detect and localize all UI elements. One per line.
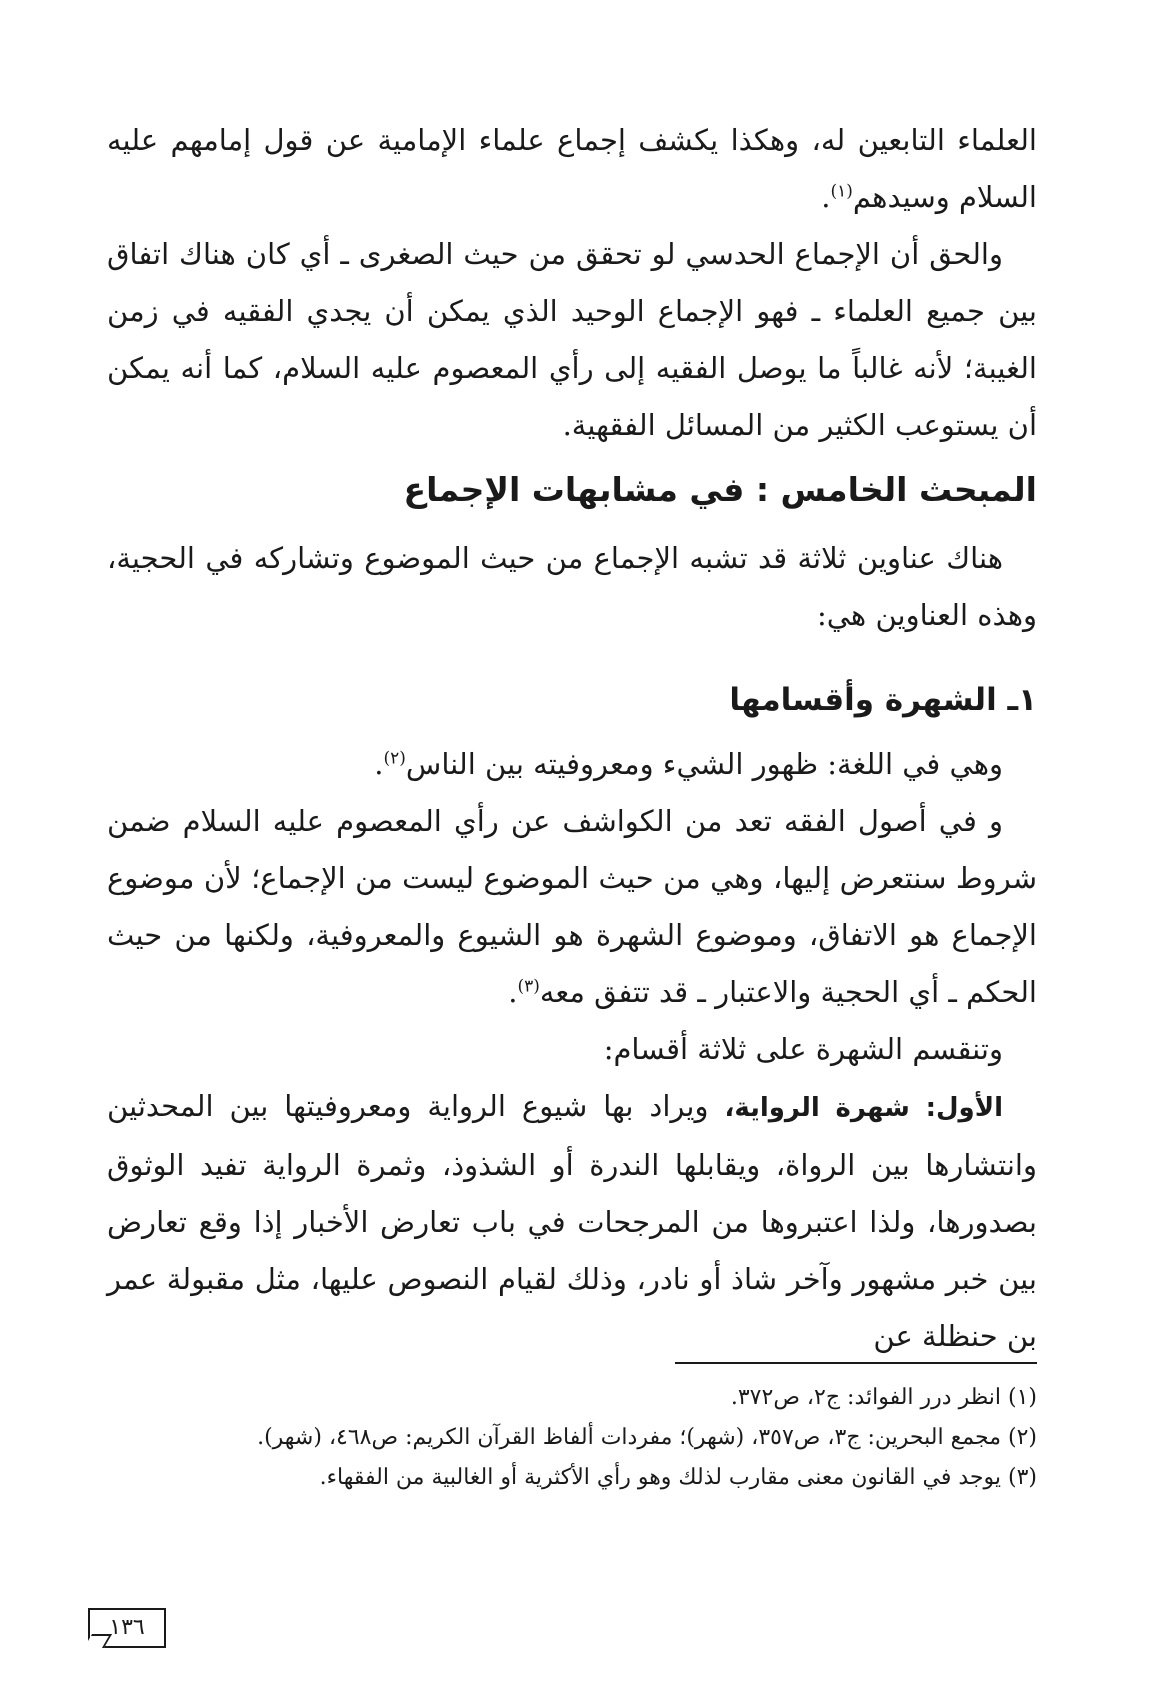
term-label: الأول: شهرة الرواية، — [724, 1093, 1003, 1123]
paragraph: و في أصول الفقه تعد من الكواشف عن رأي المعصوم عليه السلام ضمن شروط سنتعرض إليها، وهي من حيث الموضوع ليست من الإجماع؛ لأن موضوع الإجماع هو الاتفاق، وموضوع الشهرة هو الشيوع والمعروفية، ولكنها من حيث الحكم ـ أي الحجية والاعتبار ـ قد تتفق معه$^{(٣)}$. — [107, 804, 1037, 1009]
footnote: (٢) مجمع البحرين: ج٣، ص٣٥٧، (شهر)؛ مفردات ألفاظ القرآن الكريم: ص٤٦٨، (شهر). — [257, 1425, 1037, 1450]
footnote-ref: (٢) — [383, 748, 406, 769]
subsection-heading: ١ـ الشهرة وأقسامها — [729, 682, 1037, 718]
footnote-divider — [675, 1362, 1037, 1364]
paragraph: وهي في اللغة: ظهور الشيء ومعروفيته بين الناس$^{(٢)}$. — [374, 747, 1003, 781]
section-heading: المبحث الخامس : في مشابهات الإجماع — [403, 470, 1037, 509]
paragraph: العلماء التابعين له، وهكذا يكشف إجماع علماء الإمامية عن قول إمامهم عليه السلام وسيدهم$^{(١)}$. — [107, 123, 1037, 214]
footnote: (٣) يوجد في القانون معنى مقارب لذلك وهو رأي الأكثرية أو الغالبية من الفقهاء. — [319, 1465, 1037, 1490]
footnote: (١) انظر درر الفوائد: ج٢، ص٣٧٢. — [730, 1385, 1037, 1410]
paragraph: هناك عناوين ثلاثة قد تشبه الإجماع من حيث الموضوع وتشاركه في الحجية، وهذه العناوين هي: — [107, 541, 1037, 632]
footnote-ref: (٣) — [517, 976, 540, 997]
footnotes — [107, 1378, 1037, 1498]
main-text — [107, 112, 1037, 1365]
paragraph: وتنقسم الشهرة على ثلاثة أقسام: — [603, 1032, 1003, 1066]
footnote-ref: (١) — [830, 181, 853, 202]
paragraph: الأول: شهرة الرواية، ويراد بها شيوع الرواية ومعروفيتها بين المحدثين وانتشارها بين الرواة، ويقابلها الندرة أو الشذوذ، وثمرة الرواية تفيد الوثوق بصدورها، ولذا اعتبروها من المرجحات في باب تعارض الأخبار إذا وقع تعارض بين خبر مشهور وآخر شاذ أو نادر، وذلك لقيام النصوص عليها، مثل مقبولة عمر بن حنظلة عن — [107, 1089, 1037, 1353]
paragraph: والحق أن الإجماع الحدسي لو تحقق من حيث الصغرى ـ أي كان هناك اتفاق بين جميع العلماء ـ فهو الإجماع الوحيد الذي يمكن أن يجدي الفقيه في زمن الغيبة؛ لأنه غالباً ما يوصل الفقيه إلى رأي المعصوم عليه السلام، كما أنه يمكن أن يستوعب الكثير من المسائل الفقهية. — [107, 237, 1037, 442]
page-number: ١٣٦ — [88, 1608, 166, 1648]
